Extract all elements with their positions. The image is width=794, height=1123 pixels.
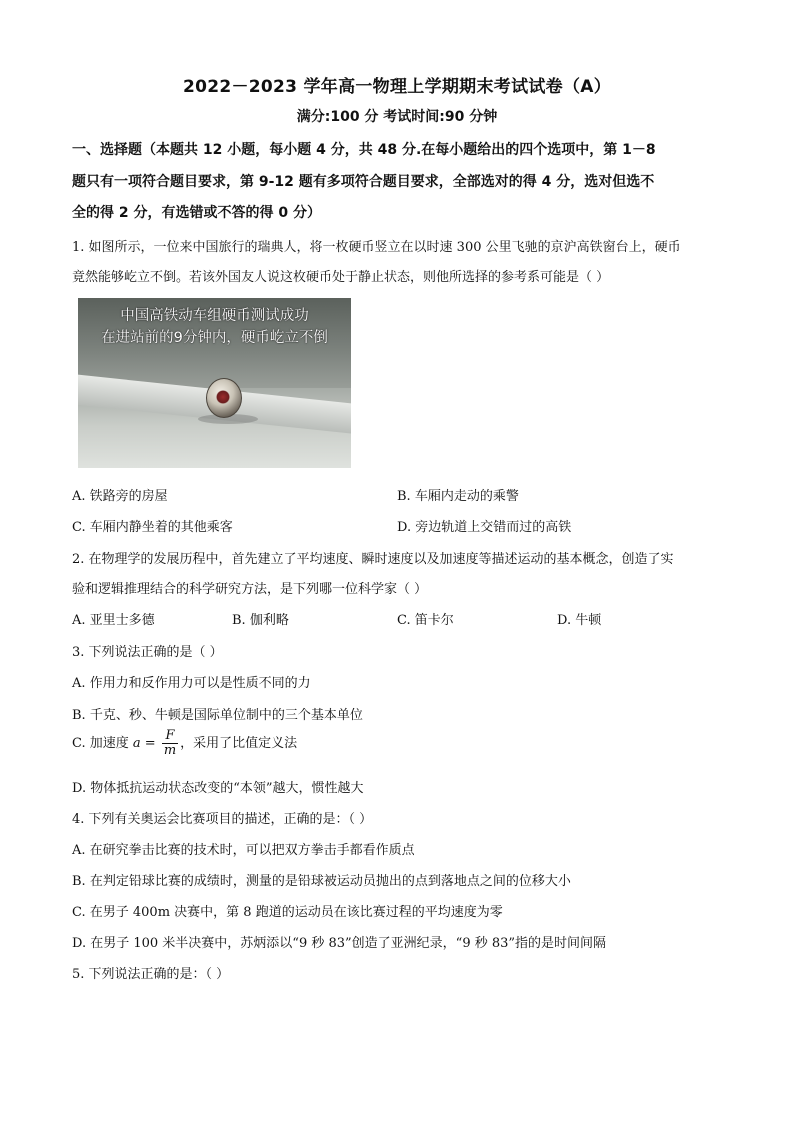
question-5-stem: 5. 下列说法正确的是：（ ） <box>72 967 230 982</box>
question-2-stem-line-1: 2. 在物理学的发展历程中，首先建立了平均速度、瞬时速度以及加速度等描述运动的基本概念，创造了实 <box>72 552 674 567</box>
question-3-option-a: A. 作用力和反作用力可以是性质不同的力 <box>72 676 311 691</box>
question-4-stem: 4. 下列有关奥运会比赛项目的描述，正确的是：（ ） <box>72 812 373 827</box>
question-2-option-d: D. 牛顿 <box>557 613 602 628</box>
question-2-option-a: A. 亚里士多德 <box>72 613 155 628</box>
photo-caption-line-2: 在进站前的9分钟内，硬币屹立不倒 <box>101 330 328 346</box>
question-4-option-b: B. 在判定铅球比赛的成绩时，测量的是铅球被运动员抛出的点到落地点之间的位移大小 <box>72 874 571 889</box>
question-4-option-c: C. 在男子 400m 决赛中，第 8 跑道的运动员在该比赛过程的平均速度为零 <box>72 905 503 920</box>
question-3-stem: 3. 下列说法正确的是（ ） <box>72 645 223 660</box>
question-4-option-a: A. 在研究拳击比赛的技术时，可以把双方拳击手都看作质点 <box>72 843 415 858</box>
question-2-option-b: B. 伽利略 <box>232 613 289 628</box>
section-1-line-1: 一、选择题（本题共 12 小题，每小题 4 分，共 48 分.在每小题给出的四个选项中，第 1－8 <box>72 142 656 158</box>
fraction-denominator: m <box>163 743 177 758</box>
question-1-stem-line-1: 1. 如图所示，一位来中国旅行的瑞典人，将一枚硬币竖立在以时速 300 公里飞驰的京沪高铁窗台上，硬币 <box>72 240 681 255</box>
question-4-option-d: D. 在男子 100 米半决赛中，苏炳添以“9 秒 83”创造了亚洲纪录，“9 秒 83”指的是时间间隔 <box>72 936 607 951</box>
question-2-stem-line-2: 验和逻辑推理结合的科学研究方法，是下列哪一位科学家（ ） <box>72 582 428 597</box>
question-2-option-c: C. 笛卡尔 <box>397 613 454 628</box>
coin-on-train-window-photo <box>78 298 351 468</box>
question-3-option-d: D. 物体抵抗运动状态改变的“本领”越大，惯性越大 <box>72 781 364 796</box>
question-3-option-c-prefix: C. 加速度 <box>72 736 133 751</box>
acceleration-symbol: a <box>132 736 141 751</box>
section-1-line-2: 题只有一项符合题目要求，第 9-12 题有多项符合题目要求，全部选对的得 4 分，选对但选不 <box>72 174 655 190</box>
question-1-stem-line-2: 竟然能够屹立不倒。若该外国友人说这枚硬币处于静止状态，则他所选择的参考系可能是（ ） <box>72 270 610 285</box>
exam-title: 2022－2023 学年高一物理上学期期末考试试卷（A） <box>182 77 612 97</box>
question-1-option-a: A. 铁路旁的房屋 <box>72 489 168 504</box>
photo-caption-line-1: 中国高铁动车组硬币测试成功 <box>120 308 309 324</box>
question-1-option-c: C. 车厢内静坐着的其他乘客 <box>72 520 233 535</box>
force-over-mass-fraction <box>162 729 178 758</box>
section-1-line-3: 全的得 2 分，有选错或不答的得 0 分） <box>72 205 321 221</box>
question-1-option-b: B. 车厢内走动的乘警 <box>397 489 519 504</box>
question-3-option-b: B. 千克、秒、牛顿是国际单位制中的三个基本单位 <box>72 708 363 723</box>
question-1-option-d: D. 旁边轨道上交错而过的高铁 <box>397 520 572 535</box>
question-3-option-c <box>72 729 297 758</box>
standing-coin <box>206 378 242 418</box>
question-3-option-c-suffix: ，采用了比值定义法 <box>180 736 298 751</box>
equals-sign: = <box>140 736 160 751</box>
fraction-numerator: F <box>162 729 178 744</box>
exam-subtitle: 满分:100 分 考试时间:90 分钟 <box>296 109 498 125</box>
